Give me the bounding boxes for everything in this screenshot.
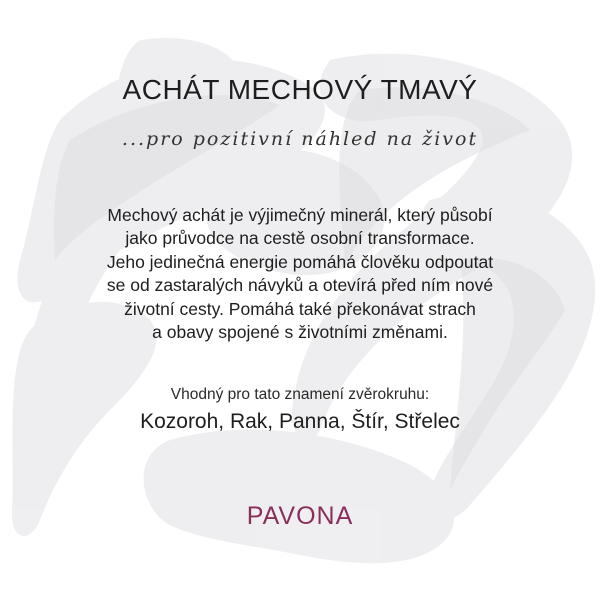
product-subtitle: ...pro pozitivní náhled na život xyxy=(121,128,479,150)
description-line: jako průvodce na cestě osobní transformace. xyxy=(125,228,475,249)
zodiac-signs: Kozoroh, Rak, Panna, Štír, Střelec xyxy=(140,410,460,433)
description-line: Mechový achát je výjimečný minerál, který působí xyxy=(107,205,493,225)
brand-logo: PAVONA xyxy=(246,502,354,530)
product-title: ACHÁT MECHOVÝ TMAVÝ xyxy=(122,74,478,105)
description-line: životní cesty. Pomáhá také překonávat strach xyxy=(124,298,476,319)
description-line: se od zastaralých návyků a otevírá před ním nové xyxy=(106,275,494,296)
description-line: Jeho jedinečná energie pomáhá člověku odpoutat xyxy=(106,251,494,272)
description-line: a obavy spojené s životními změnami. xyxy=(152,322,448,343)
zodiac-label: Vhodný pro tato znamení zvěrokruhu: xyxy=(170,386,430,403)
product-description xyxy=(50,204,550,344)
